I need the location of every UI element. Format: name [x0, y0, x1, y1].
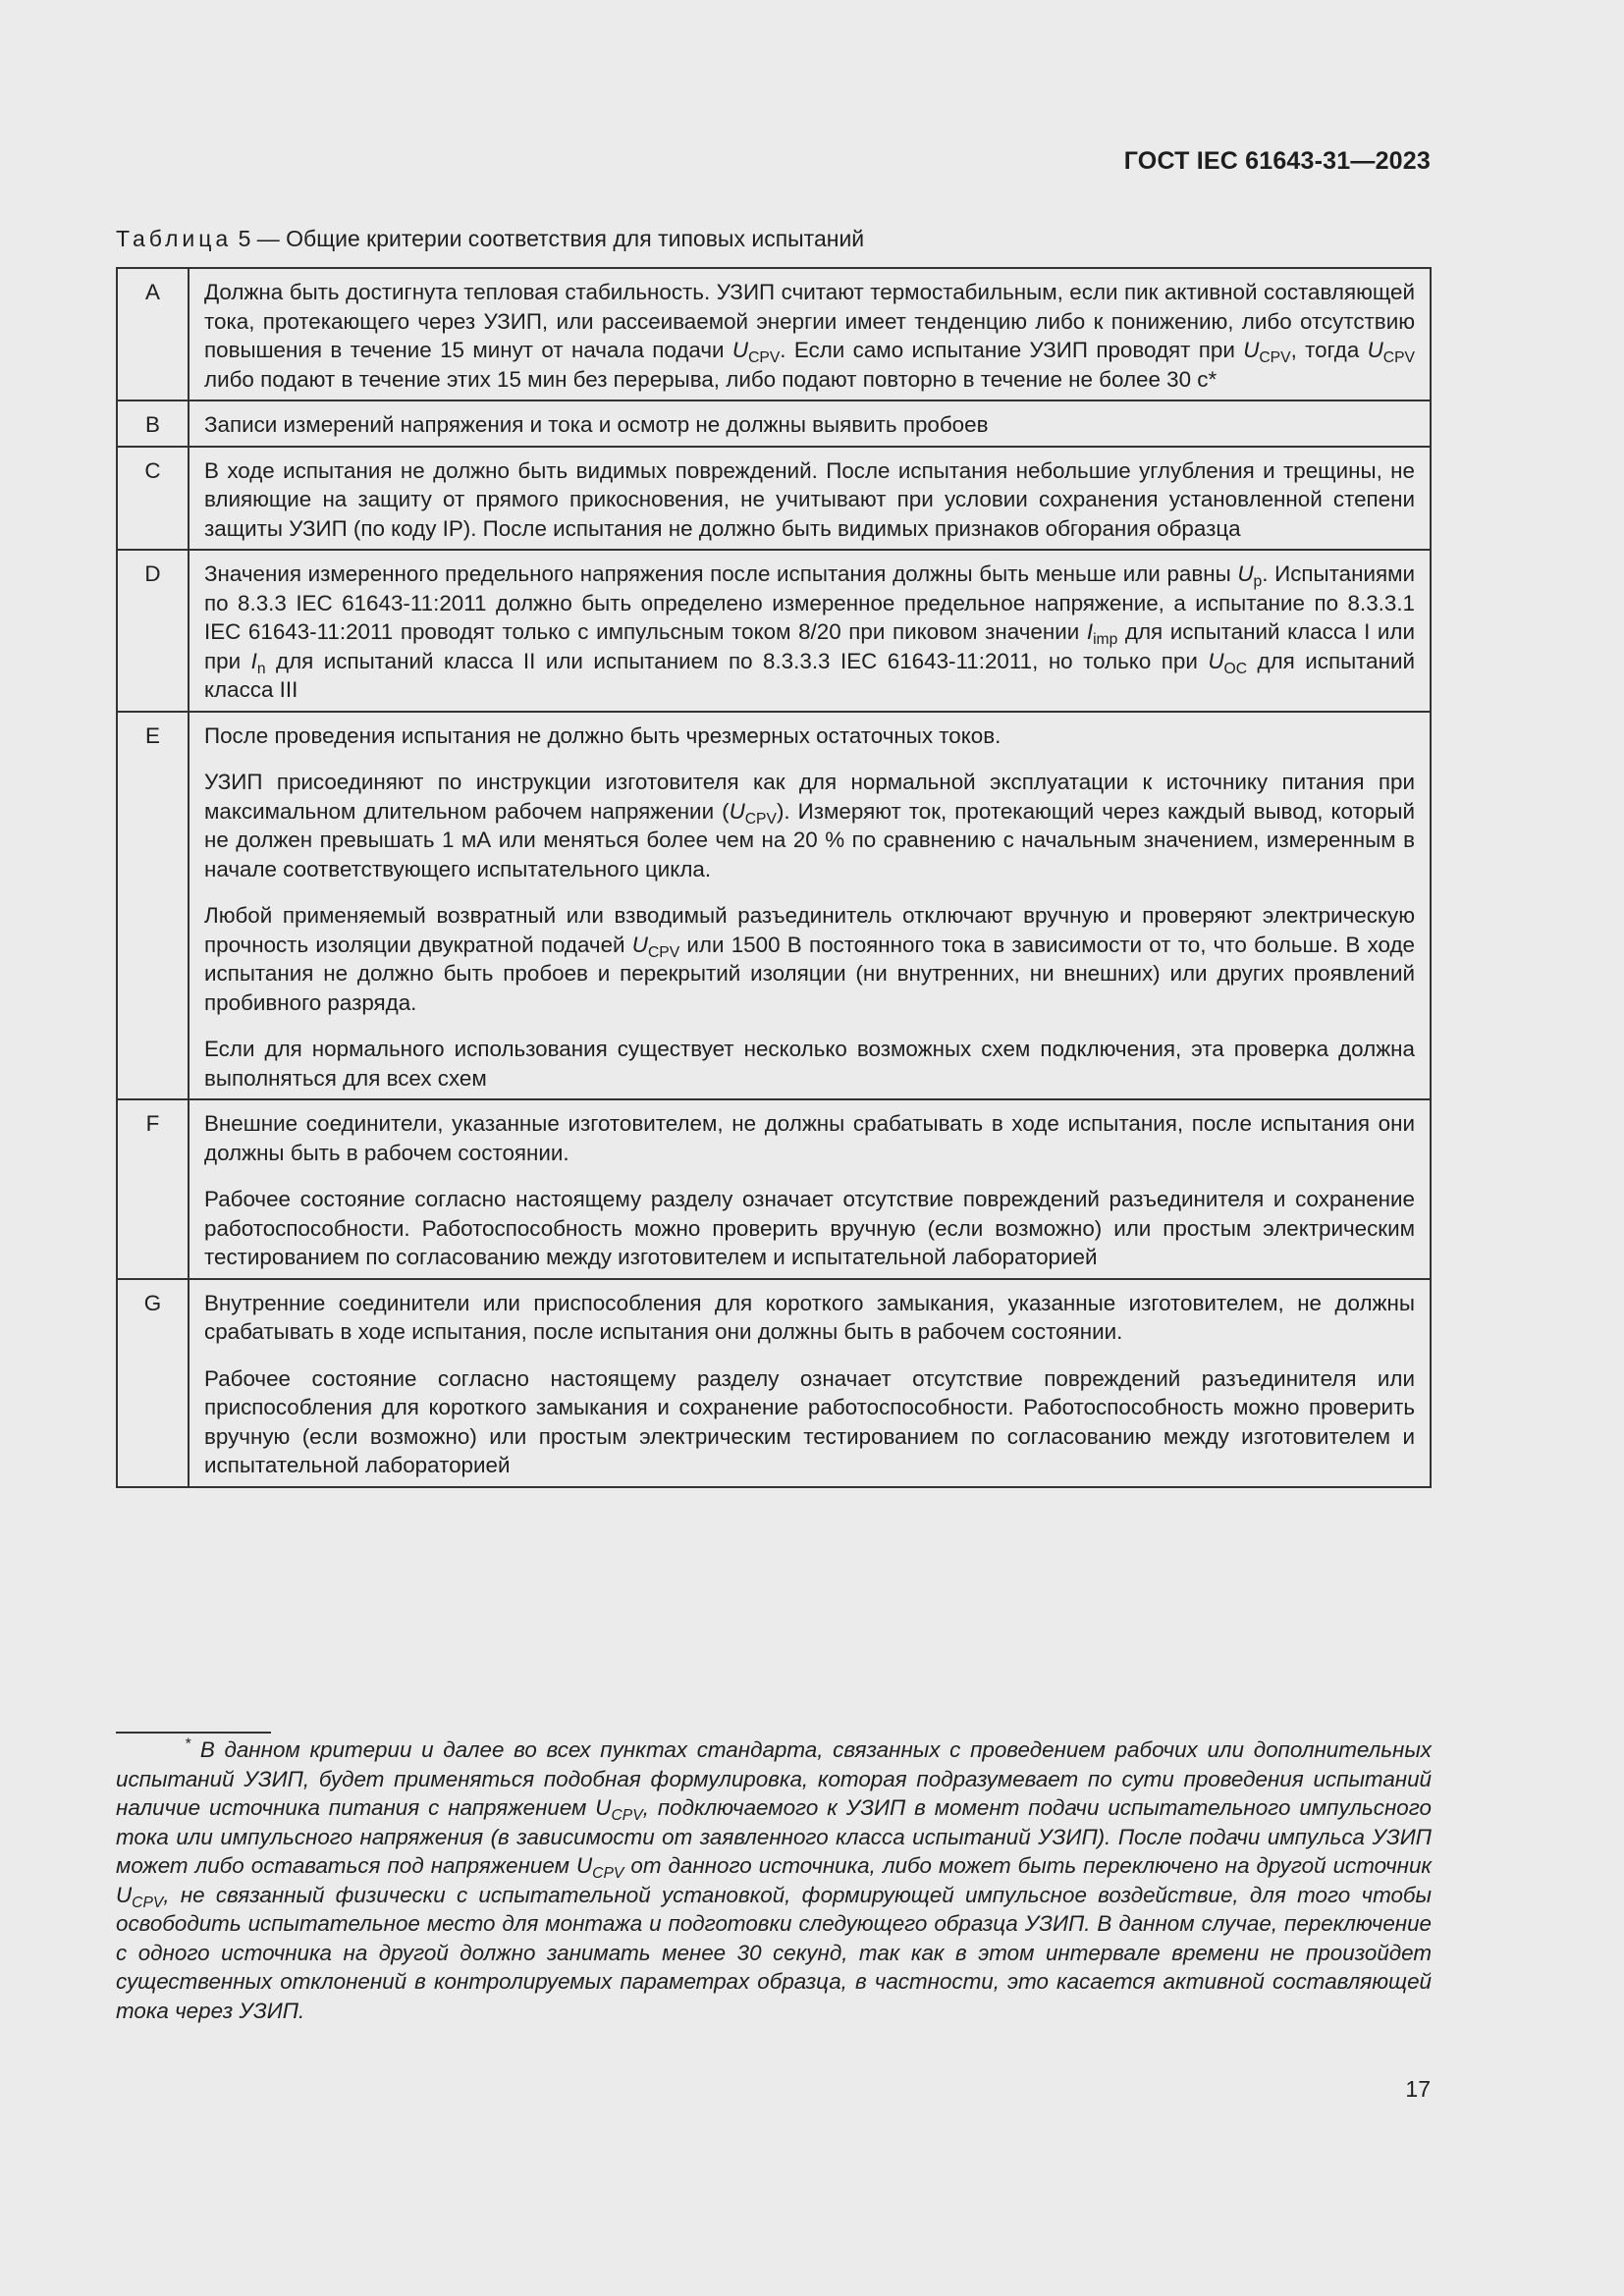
criterion-paragraph: После проведения испытания не должно быть чрезмерных остаточных токов. [204, 722, 1001, 748]
criterion-paragraph: Значения измеренного предельного напряжения после испытания должны быть меньше или равны $U_p$. Испытаниями по 8.3.3 IEC 61643-11:2011 должно быть определено измеренное предельное напряжение, а испытание по 8.3.3.1 IEC 61643-11:2011 проводят только с импульсным током 8/20 при пиковом значении $I_{imp}$ для испытаний класса I или при $I_n$ для испытаний класса II или испытанием по 8.3.3.3 IEC 61643-11:2011, но только при $U_{OC}$ для испытаний класса III [204, 561, 1416, 702]
table-row [117, 268, 1431, 400]
table-row [117, 400, 1431, 447]
table-row [117, 550, 1431, 712]
table-row [117, 1279, 1431, 1487]
criterion-paragraph: В ходе испытания не должно быть видимых повреждений. После испытания небольшие углубления и трещины, не влияющие на защиту от прямого прикосновения, не учитывают при условии сохранения установленной степени защиты УЗИП (по коду IP). После испытания не должно быть видимых признаков обгорания образца [204, 457, 1415, 541]
criterion-paragraph: Любой применяемый возвратный или взводимый разъединитель отключают вручную и проверяют электрическую прочность изоляции двукратной подачей $U_{CPV}$ или 1500 В постоянного тока в зависимости от то, что больше. В ходе испытания не должно быть пробоев и перекрытий изоляции (ни внутренних, ни внешних) или других проявлений пробивного разряда. [204, 903, 1415, 1015]
criterion-letter: G [117, 1279, 189, 1487]
criterion-letter: C [117, 447, 189, 551]
criterion-text [189, 1279, 1431, 1487]
criterion-paragraph: УЗИП присоединяют по инструкции изготовителя как для нормальной эксплуатации к источнику питания при максимальном длительном рабочем напряжении $(U_{CPV})$. Измеряют ток, протекающий через каждый вывод, который не должен превышать 1 мА или меняться более чем на 20 % по сравнению с начальным значением, измеренным в начале соответствующего испытательного цикла. [204, 770, 1416, 881]
criterion-paragraph: Внутренние соединители или приспособления для короткого замыкания, указанные изготовителем, не должны срабатывать в ходе испытания, после испытания они должны быть в рабочем состоянии. [204, 1290, 1415, 1344]
criterion-text [189, 712, 1431, 1100]
table-row [117, 1099, 1431, 1279]
criterion-paragraph: Записи измерений напряжения и тока и осмотр не должны выявить пробоев [204, 412, 989, 437]
criterion-text [189, 1099, 1431, 1279]
table-row [117, 712, 1431, 1100]
criterion-letter: D [117, 550, 189, 712]
table-caption-text: 5 — Общие критерии соответствия для типовых испытаний [232, 226, 865, 251]
footnote-separator [116, 1732, 271, 1734]
criterion-text [189, 268, 1431, 400]
criterion-letter: F [117, 1099, 189, 1279]
page-number: 17 [1405, 2076, 1431, 2102]
criterion-letter: B [117, 400, 189, 447]
criteria-table [116, 267, 1432, 1488]
criterion-text [189, 447, 1431, 551]
criterion-text [189, 400, 1431, 447]
criterion-letter: E [117, 712, 189, 1100]
table-caption-word: Таблица [116, 226, 233, 251]
document-code: ГОСТ IEC 61643-31—2023 [1123, 147, 1431, 175]
criterion-letter: A [117, 268, 189, 400]
footnote-mark: * [185, 1735, 191, 1753]
criterion-paragraph: Рабочее состояние согласно настоящему разделу означает отсутствие повреждений разъединителя и сохранение работоспособности. Работоспособность можно проверить вручную (если возможно) или простым электрическим тестированием по согласованию между изготовителем и испытательной лабораторией [204, 1187, 1415, 1269]
criterion-paragraph: Если для нормального использования существует несколько возможных схем подключения, эта проверка должна выполняться для всех схем [204, 1037, 1415, 1091]
criterion-paragraph: Рабочее состояние согласно настоящему разделу означает отсутствие повреждений разъединителя или приспособления для короткого замыкания и сохранение работоспособности. Работоспособность можно проверить вручную (если возможно) или простым электрическим тестированием по согласованию между изготовителем и испытательной лабораторией [204, 1365, 1415, 1477]
table-caption [116, 226, 864, 252]
footnote: * В данном критерии и далее во всех пунктах стандарта, связанных с проведением рабочих или дополнительных испытаний УЗИП, будет применяться подобная формулировка, которая подразумевает по сути проведения испытаний наличие источника питания с напряжением $U_{CPV}$, подключаемого к УЗИП в момент подачи испытательного импульсного тока или импульсного напряжения (в зависимости от заявленного класса испытаний УЗИП). После подачи импульса УЗИП может либо оставаться под напряжением $U_{CPV}$ от данного источника, либо может быть переключено на другой источник $U_{CPV}$, не связанный физически с испытательной установкой, формирующей импульсное воздействие, для того чтобы освободить испытательное место для монтажа и подготовки следующего образца УЗИП. В данном случае, переключение с одного источника на другой должно занимать менее 30 секунд, так как в этом интервале времени не произойдет существенных отклонений в контролируемых параметрах образца, в частности, это касается активной составляющей тока через УЗИП. [116, 1735, 1433, 2023]
criterion-paragraph: Должна быть достигнута тепловая стабильность. УЗИП считают термостабильным, если пик активной составляющей тока, протекающего через УЗИП, или рассеиваемой энергии имеет тенденцию либо к понижению, либо отсутствию повышения в течение 15 минут от начала подачи $U_{CPV}$. Если само испытание УЗИП проводят при $U_{CPV}$, тогда $U_{CPV}$ либо подают в течение этих 15 мин без перерыва, либо подают повторно в течение не более 30 с* [204, 280, 1415, 392]
criterion-text [189, 550, 1431, 712]
table-row [117, 447, 1431, 551]
criterion-paragraph: Внешние соединители, указанные изготовителем, не должны срабатывать в ходе испытания, после испытания они должны быть в рабочем состоянии. [204, 1111, 1415, 1165]
